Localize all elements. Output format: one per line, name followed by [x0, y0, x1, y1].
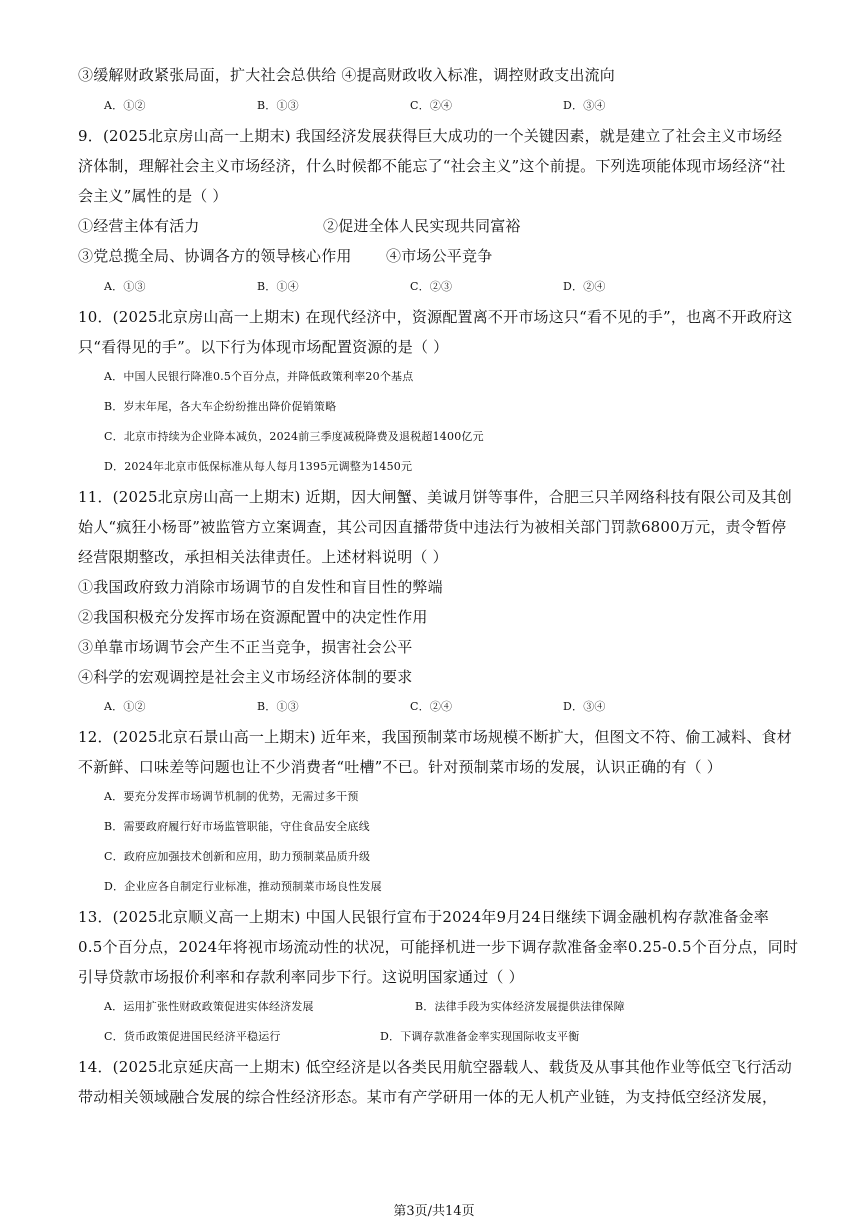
answer-option-d: D．③④: [563, 700, 606, 713]
q8-option-line-2: ③缓解财政紧张局面，扩大社会总供给 ④提高财政收入标准，调控财政支出流向: [78, 66, 615, 84]
answer-option-c: C．②④: [410, 99, 453, 112]
q11-stem-line-3: 经营限期整改，承担相关法律责任。上述材料说明（ ）: [78, 548, 448, 566]
page-number-footer: 第3页/共14页: [393, 1204, 475, 1219]
q12-option-d: D．企业应各自制定行业标准，推动预制菜市场良性发展: [104, 880, 382, 893]
q13-option-a: A．运用扩张性财政政策促进实体经济发展: [104, 1000, 314, 1013]
answer-option-b: B．①③: [257, 700, 299, 713]
answer-option-c: C．②④: [410, 700, 453, 713]
q11-stem-line-1: 11．(2025北京房山高一上期末) 近期，因大闸蟹、美诚月饼等事件，合肥三只羊网络科技有限公司及其创: [78, 488, 792, 506]
q10-option-b: B．岁末年尾，各大车企纷纷推出降价促销策略: [104, 400, 337, 413]
q13-option-c: C．货币政策促进国民经济平稳运行: [104, 1030, 281, 1043]
q9-stem-line-2: 济体制，理解社会主义市场经济，什么时候都不能忘了“社会主义”这个前提。下列选项能体现市场经济“社: [78, 157, 786, 175]
q13-options-row-1: [104, 996, 824, 1018]
q10-stem-line-2: 只“看得见的手”。以下行为体现市场配置资源的是（ ）: [78, 338, 449, 356]
answer-option-c: C．②③: [410, 280, 453, 293]
statement-4: ④市场公平竞争: [386, 247, 493, 265]
q14-stem-line-2: 带动相关领域融合发展的综合性经济形态。某市有产学研用一体的无人机产业链，为支持低空经济发展，: [78, 1088, 778, 1106]
q13-stem-line-2: 0.5个百分点，2024年将视市场流动性的状况，可能择机进一步下调存款准备金率0.25-0.5个百分点，同时: [78, 938, 799, 956]
q13-options-row-2: [104, 1026, 824, 1048]
q10-option-a: A．中国人民银行降准0.5个百分点，并降低政策利率20个基点: [104, 370, 414, 383]
q13-option-d: D．下调存款准备金率实现国际收支平衡: [380, 1030, 580, 1043]
q11-statement-2: ②我国积极充分发挥市场在资源配置中的决定性作用: [78, 608, 428, 626]
answer-option-d: D．③④: [563, 99, 606, 112]
q11-answer-options: [104, 696, 824, 718]
q10-option-d: D．2024年北京市低保标准从每人每月1395元调整为1450元: [104, 460, 413, 473]
answer-option-b: B．①③: [257, 99, 299, 112]
q12-stem-line-2: 不新鲜、口味差等问题也让不少消费者“吐槽”不已。针对预制菜市场的发展，认识正确的有（ ）: [78, 758, 722, 776]
q9-stem-line-3: 会主义”属性的是（ ）: [78, 187, 228, 205]
answer-option-d: D．②④: [563, 280, 606, 293]
q8-answer-options: [104, 95, 824, 117]
q9-statements-row-1: [78, 215, 798, 237]
q13-option-b: B．法律手段为实体经济发展提供法律保障: [415, 1000, 625, 1013]
answer-option-a: A．①②: [104, 99, 146, 112]
q9-stem-line-1: 9．(2025北京房山高一上期末) 我国经济发展获得巨大成功的一个关键因素，就是建立了社会主义市场经: [78, 127, 783, 145]
statement-2: ②促进全体人民实现共同富裕: [323, 217, 521, 235]
q13-stem-line-3: 引导贷款市场报价利率和存款利率同步下行。这说明国家通过（ ）: [78, 968, 524, 986]
statement-3: ③党总揽全局、协调各方的领导核心作用: [78, 247, 352, 265]
q9-answer-options: [104, 276, 824, 298]
q13-stem-line-1: 13．(2025北京顺义高一上期末) 中国人民银行宣布于2024年9月24日继续下调金融机构存款准备金率: [78, 908, 769, 926]
q12-stem-line-1: 12．(2025北京石景山高一上期末) 近年来，我国预制菜市场规模不断扩大，但图文不符、偷工减料、食材: [78, 728, 792, 746]
q12-option-b: B．需要政府履行好市场监管职能，守住食品安全底线: [104, 820, 370, 833]
q9-statements-row-2: [78, 245, 798, 267]
statement-1: ①经营主体有活力: [78, 217, 200, 235]
q12-option-c: C．政府应加强技术创新和应用，助力预制菜品质升级: [104, 850, 371, 863]
q14-stem-line-1: 14．(2025北京延庆高一上期末) 低空经济是以各类民用航空器载人、载货及从事其他作业等低空飞行活动: [78, 1058, 792, 1076]
q11-statement-4: ④科学的宏观调控是社会主义市场经济体制的要求: [78, 668, 413, 686]
q10-option-c: C．北京市持续为企业降本减负，2024前三季度减税降费及退税超1400亿元: [104, 430, 484, 443]
q10-stem-line-1: 10．(2025北京房山高一上期末) 在现代经济中，资源配置离不开市场这只“看不见的手”，也离不开政府这: [78, 308, 793, 326]
answer-option-a: A．①②: [104, 700, 146, 713]
answer-option-b: B．①④: [257, 280, 299, 293]
answer-option-a: A．①③: [104, 280, 146, 293]
q12-option-a: A．要充分发挥市场调节机制的优势，无需过多干预: [104, 790, 359, 803]
q11-stem-line-2: 始人“疯狂小杨哥”被监管方立案调查，其公司因直播带货中违法行为被相关部门罚款6800万元，责令暂停: [78, 518, 787, 536]
q11-statement-3: ③单靠市场调节会产生不正当竞争，损害社会公平: [78, 638, 413, 656]
q11-statement-1: ①我国政府致力消除市场调节的自发性和盲目性的弊端: [78, 578, 443, 596]
